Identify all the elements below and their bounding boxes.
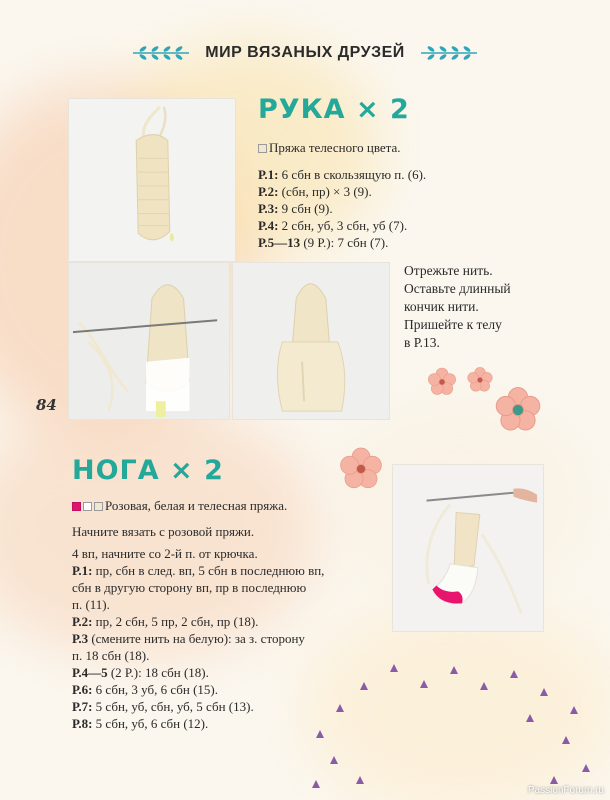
arm-photo-finished	[68, 98, 236, 262]
yarn-swatch-white	[83, 502, 92, 511]
leaf-branch-icon	[131, 44, 191, 62]
confetti-decoration	[300, 660, 600, 800]
arm-rows	[258, 166, 426, 251]
leg-row: п. (11).	[72, 597, 110, 612]
leg-rows	[72, 545, 324, 732]
leg-row: Р.4—5 (2 Р.): 18 сбн (18).	[72, 665, 209, 680]
leg-yarn-info	[72, 497, 287, 514]
leg-row: 4 вп, начните со 2-й п. от крючка.	[72, 546, 258, 561]
yarn-swatch-pink	[72, 502, 81, 511]
leg-row: Р.6: 6 сбн, 3 уб, 6 сбн (15).	[72, 682, 219, 697]
arm-row: Р.1: 6 сбн в скользящую п. (6).	[258, 167, 427, 182]
page-number: 84	[36, 396, 57, 414]
leg-section-title: НОГА × 2	[72, 455, 224, 486]
arm-row: Р.2: (сбн, пр) × 3 (9).	[258, 184, 372, 199]
leg-row: п. 18 сбн (18).	[72, 648, 150, 663]
flower-cluster-icon	[420, 362, 550, 442]
leg-row: Р.8: 5 сбн, уб, 6 сбн (12).	[72, 716, 209, 731]
page-header	[0, 38, 610, 68]
arm-finish-note: Отрежьте нить. Оставьте длинный кончик нити. Пришейте к телу в Р.13.	[404, 263, 511, 350]
leaf-branch-icon	[419, 44, 479, 62]
arm-photo-needle	[68, 262, 230, 420]
header-title: МИР ВЯЗАНЫХ ДРУЗЕЙ	[205, 44, 405, 61]
arm-section-title: РУКА × 2	[258, 94, 410, 125]
leg-yarn-text: Розовая, белая и телесная пряжа.	[105, 498, 288, 513]
arm-row: Р.3: 9 сбн (9).	[258, 201, 333, 216]
leg-row: Р.1: пр, сбн в след. вп, 5 сбн в последнюю вп,	[72, 563, 325, 578]
leg-start-note: Начните вязать с розовой пряжи.	[72, 524, 255, 539]
arm-row: Р.4: 2 сбн, уб, 3 сбн, уб (7).	[258, 218, 408, 233]
leg-row: Р.2: пр, 2 сбн, 5 пр, 2 сбн, пр (18).	[72, 614, 259, 629]
arm-photo-attached	[232, 262, 390, 420]
flower-icon	[338, 446, 384, 492]
yarn-swatch	[258, 144, 267, 153]
leg-row: Р.7: 5 сбн, уб, сбн, уб, 5 сбн (13).	[72, 699, 254, 714]
yarn-swatch-flesh	[94, 502, 103, 511]
arm-row: Р.5—13 (9 Р.): 7 сбн (7).	[258, 235, 389, 250]
arm-yarn-info	[258, 139, 401, 156]
arm-yarn-text: Пряжа телесного цвета.	[269, 140, 401, 155]
leg-row: сбн в другую сторону вп, пр в последнюю	[72, 580, 307, 595]
watermark-text: PassionForum.ru	[527, 785, 604, 796]
leg-row: Р.3 (смените нить на белую): за з. сторону	[72, 631, 305, 646]
leg-photo	[392, 464, 544, 632]
